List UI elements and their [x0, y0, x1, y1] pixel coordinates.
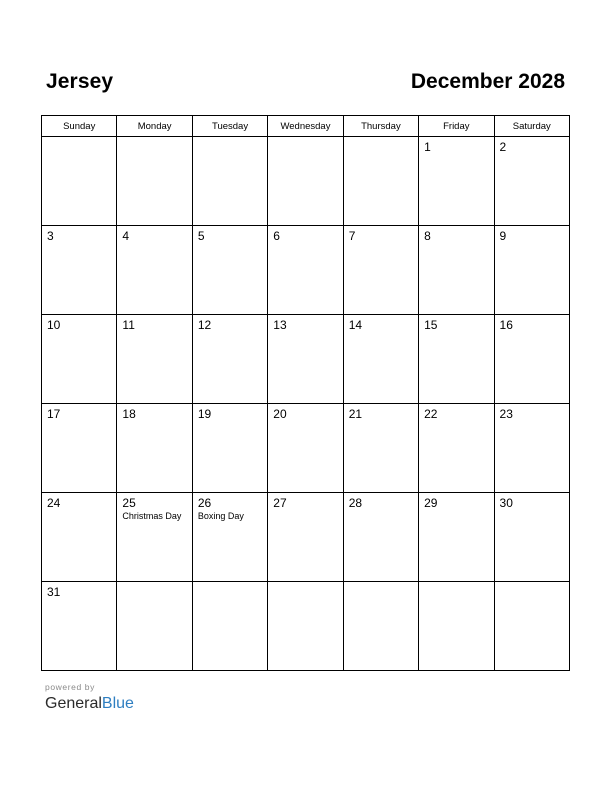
day-number: 21 [348, 407, 363, 421]
calendar-day-cell [42, 493, 117, 582]
day-number [344, 582, 418, 599]
day-number [193, 582, 267, 599]
calendar-day-cell [42, 137, 117, 226]
day-number: 18 [122, 407, 136, 421]
day-number: 8 [424, 229, 431, 243]
day-number [268, 137, 342, 154]
calendar-week-row [42, 493, 570, 582]
calendar-week-row [42, 315, 570, 404]
calendar-day-cell [117, 226, 192, 315]
calendar-day-cell [117, 315, 192, 404]
logo-text-blue: Blue [101, 695, 134, 712]
calendar-day-cell [419, 404, 494, 493]
calendar-day-cell [42, 582, 117, 671]
day-number: 25 [122, 496, 136, 510]
day-number: 1 [424, 140, 431, 154]
weekday-header-sunday: Sunday [42, 116, 117, 137]
day-number [117, 137, 191, 154]
day-number [42, 137, 116, 154]
calendar-day-cell [192, 582, 267, 671]
day-number: 31 [47, 585, 61, 599]
weekday-header-saturday: Saturday [494, 116, 569, 137]
calendar-grid [41, 115, 570, 671]
calendar-day-cell [419, 493, 494, 582]
day-number: 26 [197, 496, 212, 510]
day-number [193, 137, 267, 154]
calendar-day-cell [117, 493, 192, 582]
calendar-week-row [42, 226, 570, 315]
day-number: 7 [348, 229, 356, 243]
calendar-day-cell [268, 493, 343, 582]
calendar-day-cell [42, 404, 117, 493]
calendar-day-cell [268, 315, 343, 404]
calendar-day-cell [192, 493, 267, 582]
day-number: 12 [197, 318, 212, 332]
day-number: 6 [273, 229, 280, 243]
calendar-week-row [42, 404, 570, 493]
holiday-label: Boxing Day [197, 511, 244, 521]
calendar-body [42, 137, 570, 671]
weekday-header-thursday: Thursday [343, 116, 418, 137]
powered-by-label: powered by [45, 682, 95, 692]
holiday-label: Christmas Day [122, 511, 182, 521]
brand-footer [45, 682, 134, 713]
day-number: 4 [122, 229, 130, 243]
calendar-day-cell [494, 582, 569, 671]
calendar-day-cell [494, 315, 569, 404]
day-number: 24 [47, 496, 61, 510]
month-year-title: December 2028 [410, 70, 565, 93]
day-number: 20 [273, 407, 287, 421]
weekday-header-tuesday: Tuesday [192, 116, 267, 137]
day-number: 3 [47, 229, 54, 243]
calendar-day-cell [192, 404, 267, 493]
logo-text-general: General [45, 695, 102, 712]
day-number: 17 [47, 407, 61, 421]
calendar-day-cell [343, 582, 418, 671]
day-number: 5 [197, 229, 205, 243]
generalblue-logo [45, 694, 134, 713]
calendar-day-cell [343, 404, 418, 493]
calendar-day-cell [192, 137, 267, 226]
calendar-day-cell [268, 137, 343, 226]
day-number: 2 [499, 140, 507, 154]
day-number: 28 [348, 496, 363, 510]
calendar-day-cell [494, 493, 569, 582]
weekday-header-friday: Friday [419, 116, 494, 137]
calendar-day-cell [494, 404, 569, 493]
calendar-day-cell [343, 226, 418, 315]
day-number: 13 [273, 318, 287, 332]
calendar-day-cell [192, 226, 267, 315]
calendar-week-row [42, 137, 570, 226]
day-number [117, 582, 191, 599]
calendar-day-cell [117, 404, 192, 493]
calendar-day-cell [192, 315, 267, 404]
calendar-day-cell [117, 137, 192, 226]
day-number: 14 [348, 318, 363, 332]
day-number: 23 [499, 407, 513, 421]
day-number: 9 [499, 229, 507, 243]
calendar-day-cell [268, 582, 343, 671]
day-number: 11 [122, 318, 135, 332]
day-number: 19 [197, 407, 212, 421]
day-number: 22 [424, 407, 438, 421]
calendar-day-cell [268, 404, 343, 493]
calendar-day-cell [494, 226, 569, 315]
day-number: 10 [47, 318, 61, 332]
region-title: Jersey [46, 70, 114, 93]
calendar-day-cell [419, 137, 494, 226]
calendar-day-cell [343, 493, 418, 582]
calendar-day-cell [268, 226, 343, 315]
day-number: 27 [273, 496, 287, 510]
weekday-header-row [42, 116, 570, 137]
weekday-header-monday: Monday [117, 116, 192, 137]
day-number [268, 582, 342, 599]
calendar-day-cell [42, 315, 117, 404]
calendar-day-cell [42, 226, 117, 315]
calendar-day-cell [494, 137, 569, 226]
calendar-day-cell [343, 315, 418, 404]
day-number [495, 582, 569, 599]
calendar-day-cell [343, 137, 418, 226]
calendar-week-row [42, 582, 570, 671]
calendar-day-cell [419, 226, 494, 315]
calendar-day-cell [419, 315, 494, 404]
day-number [344, 137, 418, 154]
calendar-day-cell [419, 582, 494, 671]
day-number [419, 582, 493, 599]
day-number: 15 [424, 318, 438, 332]
day-number: 29 [424, 496, 438, 510]
calendar-day-cell [117, 582, 192, 671]
day-number: 16 [499, 318, 513, 332]
day-number: 30 [499, 496, 513, 510]
weekday-header-wednesday: Wednesday [268, 116, 343, 137]
